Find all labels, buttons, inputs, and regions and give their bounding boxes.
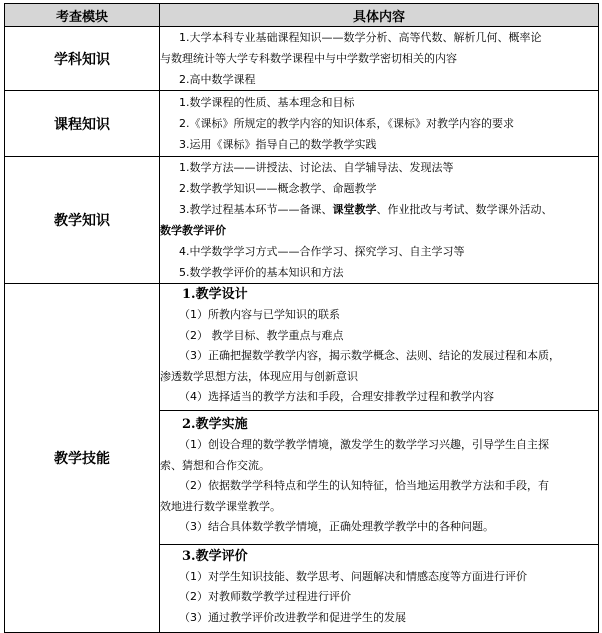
content-line: 5.数学教学评价的基本知识和方法 bbox=[179, 266, 344, 279]
table-row bbox=[5, 91, 599, 157]
header-row bbox=[5, 4, 599, 27]
text-run: 、作业批改与考试、数学课外活动、 bbox=[376, 203, 553, 216]
content-teaching-evaluation bbox=[160, 544, 599, 632]
content-subject-knowledge bbox=[160, 27, 599, 91]
content-teaching-design bbox=[160, 284, 599, 411]
content-line: 1.数学方法——讲授法、讨论法、自学辅导法、发现法等 bbox=[179, 161, 454, 174]
content-line: 3.运用《课标》指导自己的数学教学实践 bbox=[179, 138, 377, 151]
content-line: （3）结合具体数学教学情境，正确处理教学教学中的各种问题。 bbox=[179, 520, 494, 534]
content-line: （2）对教师数学教学过程进行评价 bbox=[179, 590, 351, 604]
content-line: （2） 教学目标、教学重点与难点 bbox=[179, 328, 344, 342]
table-row bbox=[5, 284, 599, 411]
content-line: （1）对学生知识技能、数学思考、问题解决和情感态度等方面进行评价 bbox=[179, 569, 527, 583]
section-title: 2.教学实施 bbox=[182, 417, 248, 433]
module-curriculum-knowledge: 课程知识 bbox=[5, 91, 160, 157]
content-line: （3）正确把握数学教学内容，揭示数学概念、法则、结论的发展过程和本质， bbox=[179, 349, 560, 362]
content-line: （1）创设合理的数学教学情境，激发学生的数学学习兴趣，引导学生自主探 bbox=[179, 438, 549, 452]
content-line: 与数理统计等大学专科数学课程中与中学数学密切相关的内容 bbox=[160, 52, 457, 65]
content-line: （2）依据数学学科特点和学生的认知特征，恰当地运用教学方法和手段，有 bbox=[179, 479, 549, 493]
content-line: 2.《课标》所规定的教学内容的知识体系，《课标》对教学内容的要求 bbox=[179, 117, 514, 130]
content-curriculum-knowledge bbox=[160, 91, 599, 157]
header-content: 具体内容 bbox=[160, 4, 599, 27]
section-title: 3.教学评价 bbox=[182, 548, 248, 564]
section-title: 1.教学设计 bbox=[182, 287, 248, 302]
exam-content-table bbox=[4, 3, 599, 633]
header-module: 考查模块 bbox=[5, 4, 160, 27]
content-teaching-knowledge bbox=[160, 157, 599, 284]
table-row bbox=[5, 157, 599, 284]
content-line: 1.数学课程的性质、基本理念和目标 bbox=[179, 96, 355, 109]
content-line: （1）所教内容与已学知识的联系 bbox=[179, 308, 340, 321]
text-run: 3.教学过程基本环节——备课、 bbox=[179, 203, 333, 216]
content-line: 2.数学教学知识——概念教学、命题教学 bbox=[179, 182, 377, 195]
module-teaching-knowledge: 教学知识 bbox=[5, 157, 160, 284]
content-teaching-implementation bbox=[160, 410, 599, 544]
table-row bbox=[5, 27, 599, 91]
content-line bbox=[160, 199, 598, 220]
content-line: 渗透数学思想方法，体现应用与创新意识 bbox=[160, 369, 358, 383]
module-subject-knowledge: 学科知识 bbox=[5, 27, 160, 91]
module-teaching-skills: 教学技能 bbox=[5, 284, 160, 633]
content-line: 索、猜想和合作交流。 bbox=[160, 458, 270, 472]
content-line: （3）通过教学评价改进教学和促进学生的发展 bbox=[179, 610, 406, 624]
content-line: 2.高中数学课程 bbox=[179, 73, 256, 86]
content-line: 1.大学本科专业基础课程知识——数学分析、高等代数、解析几何、概率论 bbox=[179, 31, 542, 44]
content-line: 数学教学评价 bbox=[160, 224, 226, 237]
content-line: （4）选择适当的教学方法和手段，合理安排教学过程和教学内容 bbox=[179, 390, 494, 403]
content-line: 4.中学数学学习方式——合作学习、探究学习、自主学习等 bbox=[179, 245, 465, 258]
content-line: 效地进行数学课堂教学。 bbox=[160, 499, 281, 513]
bold-text-run: 课堂教学 bbox=[332, 203, 377, 216]
